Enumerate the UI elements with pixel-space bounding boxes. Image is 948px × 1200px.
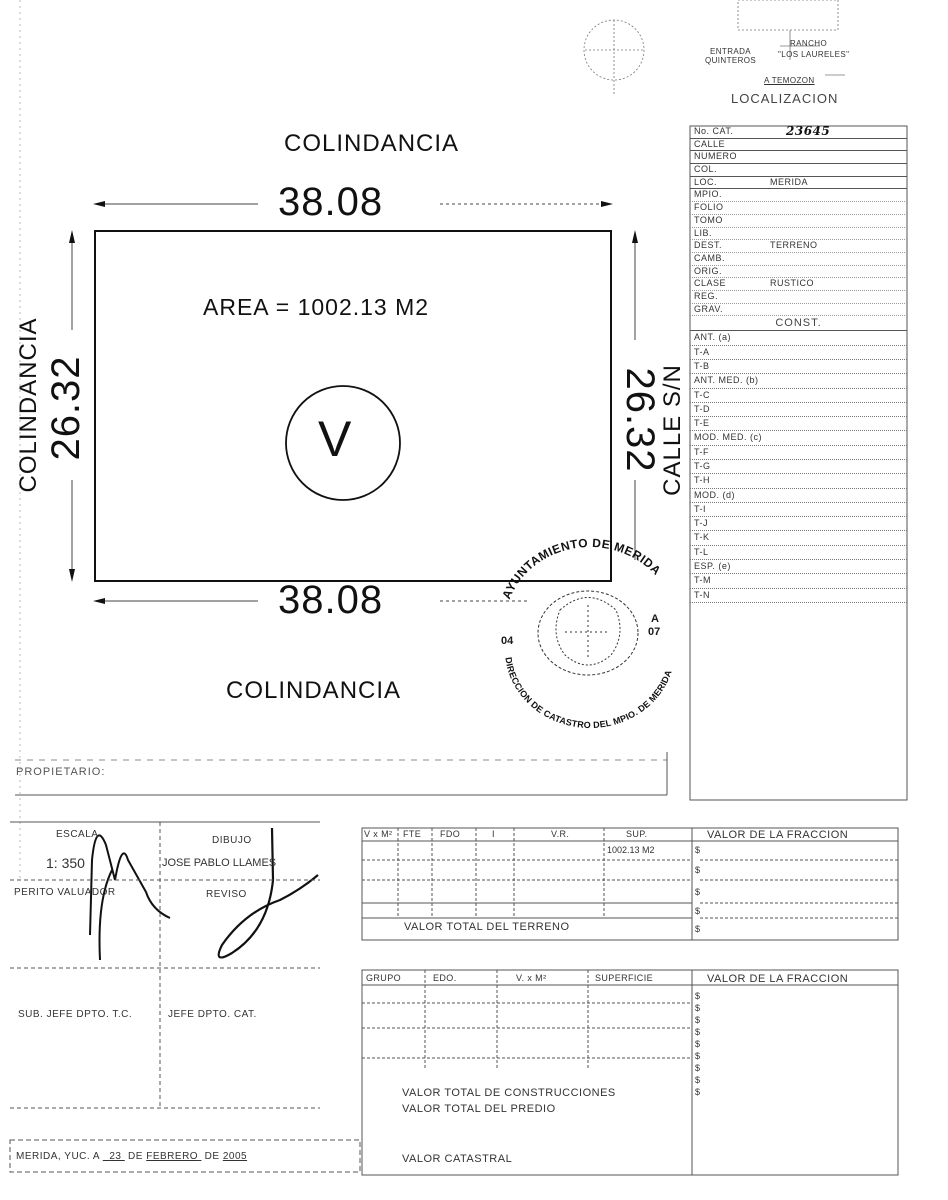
- north-dimension: 38.08: [278, 180, 384, 224]
- stamp-left-number: 04: [501, 635, 514, 647]
- terreno-header-fte: FTE: [403, 829, 422, 839]
- east-boundary-label: CALLE S/N: [659, 364, 686, 496]
- data-sheet-label: MPIO.: [694, 189, 723, 200]
- const-row: T-B: [690, 360, 907, 374]
- jefe-label: JEFE DPTO. CAT.: [168, 1009, 257, 1020]
- data-sheet-row: [690, 240, 907, 253]
- terreno-header-vxm: V x M²: [364, 829, 393, 839]
- const-row: T-F: [690, 446, 907, 460]
- const-row: T-J: [690, 517, 907, 531]
- location-title: LOCALIZACION: [731, 91, 839, 106]
- data-sheet-rows: [690, 126, 907, 603]
- data-sheet-row: [690, 151, 907, 164]
- data-sheet-label: DEST.: [694, 240, 723, 251]
- const-row: T-N: [690, 589, 907, 603]
- fecha-de2: DE: [204, 1151, 220, 1162]
- const-currency: $: [695, 1015, 701, 1025]
- fecha-day: 23: [109, 1151, 122, 1162]
- terreno-currency-4: $: [695, 906, 701, 916]
- stamp-bottom-text: DIRECCION DE CATASTRO DEL MPIO. DE MERIDA: [503, 656, 674, 731]
- data-sheet-row: [690, 266, 907, 279]
- data-sheet-row: [690, 177, 907, 190]
- east-dimension: 26.32: [618, 367, 662, 473]
- map-temozon: A TEMOZON: [764, 76, 815, 85]
- const-currency-column: [695, 990, 705, 1098]
- const-row: MOD. (d): [690, 489, 907, 503]
- subjefe-label: SUB. JEFE DPTO. T.C.: [18, 1009, 133, 1020]
- terreno-header-i: I: [492, 829, 495, 839]
- data-sheet-row: [690, 278, 907, 291]
- stamp-seal: [538, 591, 638, 675]
- const-row: T-M: [690, 574, 907, 588]
- const-row: T-D: [690, 403, 907, 417]
- const-currency: $: [695, 1003, 701, 1013]
- stamp-right-number: 07: [648, 626, 661, 638]
- fecha-line: [16, 1151, 247, 1162]
- data-sheet-value: TERRENO: [770, 240, 818, 251]
- data-sheet-label: GRAV.: [694, 303, 724, 314]
- fecha-de1: DE: [128, 1151, 143, 1162]
- perito-label: PERITO VALUADOR: [14, 887, 116, 898]
- terreno-header-fdo: FDO: [440, 829, 461, 839]
- map-rancho: RANCHO: [790, 39, 828, 48]
- const-header-vxm: V. x M²: [516, 973, 547, 983]
- const-row: ESP. (e): [690, 560, 907, 574]
- data-sheet-label: No. CAT.: [694, 126, 734, 136]
- data-sheet-row: [690, 126, 907, 139]
- escala-label: ESCALA: [56, 829, 99, 840]
- const-row: T-K: [690, 531, 907, 545]
- const-currency: $: [695, 1087, 701, 1097]
- fecha-prefix: MERIDA, YUC. A: [16, 1151, 100, 1162]
- data-sheet-label: LOC.: [694, 176, 718, 187]
- data-sheet-row: [690, 164, 907, 177]
- const-row: T-E: [690, 417, 907, 431]
- terreno-currency-2: $: [695, 865, 701, 875]
- const-currency: $: [695, 1063, 701, 1073]
- data-sheet-label: NUMERO: [694, 151, 737, 162]
- data-sheet-label: FOLIO: [694, 202, 724, 213]
- data-sheet-value: MERIDA: [770, 176, 809, 187]
- data-sheet-label: TOMO: [694, 214, 723, 225]
- const-total-label: VALOR TOTAL DE CONSTRUCCIONES: [402, 1087, 616, 1099]
- south-boundary-label: COLINDANCIA: [226, 677, 402, 704]
- dibujo-value: JOSE PABLO LLAMES: [162, 857, 277, 869]
- north-boundary-label: COLINDANCIA: [284, 130, 460, 157]
- const-currency: $: [695, 991, 701, 1001]
- data-sheet-label: ORIG.: [694, 265, 723, 276]
- terreno-fraction-header: VALOR DE LA FRACCION: [707, 829, 849, 841]
- const-row: T-G: [690, 460, 907, 474]
- data-sheet-label: LIB.: [694, 227, 713, 238]
- data-sheet-row: [690, 215, 907, 228]
- terreno-header-sup: SUP.: [626, 829, 648, 839]
- lot-rectangle: [95, 231, 611, 581]
- map-entrada: ENTRADA: [710, 47, 752, 56]
- const-row: ANT. (a): [690, 331, 907, 345]
- terreno-sup-value: 1002.13 M2: [607, 845, 655, 855]
- reviso-label: REVISO: [206, 889, 247, 900]
- const-header-grupo: GRUPO: [366, 973, 402, 983]
- const-row: MOD. MED. (c): [690, 431, 907, 445]
- south-dimension: 38.08: [278, 578, 384, 622]
- data-sheet-label: CLASE: [694, 278, 727, 289]
- data-sheet-value: 23645: [786, 124, 831, 138]
- data-sheet-row: [690, 139, 907, 152]
- escala-value: 1: 350: [46, 855, 85, 871]
- terreno-header-vr: V.R.: [551, 829, 570, 839]
- terreno-currency-3: $: [695, 887, 701, 897]
- svg-text:DIRECCION DE CATASTRO DEL MPIO: [503, 656, 673, 730]
- predio-total-label: VALOR TOTAL DEL PREDIO: [402, 1103, 556, 1115]
- data-sheet-value: RUSTICO: [770, 278, 814, 289]
- terreno-currency-1: $: [695, 845, 701, 855]
- const-header-edo: EDO.: [433, 973, 457, 983]
- data-sheet: [690, 126, 907, 603]
- catastral-label: VALOR CATASTRAL: [402, 1153, 513, 1165]
- const-row: ANT. MED. (b): [690, 374, 907, 388]
- const-row: T-I: [690, 503, 907, 517]
- west-dimension: 26.32: [44, 355, 88, 461]
- const-currency: $: [695, 1051, 701, 1061]
- const-currency: $: [695, 1039, 701, 1049]
- fecha-month: FEBRERO: [146, 1151, 199, 1162]
- data-sheet-row: [690, 189, 907, 202]
- const-currency: $: [695, 1075, 701, 1085]
- const-row: T-H: [690, 474, 907, 488]
- stamp-right-letter: A: [651, 613, 659, 625]
- area-label: AREA = 1002.13 M2: [203, 294, 430, 320]
- const-row: T-L: [690, 546, 907, 560]
- terreno-total-label: VALOR TOTAL DEL TERRENO: [404, 921, 570, 933]
- data-sheet-row: [690, 304, 907, 317]
- stamp-top-text: AYUNTAMIENTO DE MERIDA: [499, 535, 664, 602]
- data-sheet-label: COL.: [694, 164, 718, 175]
- data-sheet-label: CALLE: [694, 138, 726, 149]
- const-title: CONST.: [690, 316, 907, 331]
- data-sheet-label: REG.: [694, 290, 719, 301]
- west-boundary-label: COLINDANCIA: [15, 317, 42, 493]
- terreno-currency-5: $: [695, 924, 701, 934]
- map-laureles: "LOS LAURELES": [778, 50, 850, 59]
- const-row: T-C: [690, 389, 907, 403]
- const-header-superficie: SUPERFICIE: [595, 973, 654, 983]
- owner-label: PROPIETARIO:: [16, 766, 106, 778]
- data-sheet-row: [690, 228, 907, 241]
- const-fraction-header: VALOR DE LA FRACCION: [707, 973, 849, 985]
- const-currency: $: [695, 1027, 701, 1037]
- sector-letter: V: [318, 411, 352, 467]
- dibujo-label: DIBUJO: [212, 835, 252, 846]
- data-sheet-row: [690, 291, 907, 304]
- map-quinteros: QUINTEROS: [705, 56, 757, 65]
- const-row: T-A: [690, 346, 907, 360]
- data-sheet-label: CAMB.: [694, 252, 726, 263]
- fecha-year: 2005: [222, 1151, 248, 1162]
- data-sheet-row: [690, 253, 907, 266]
- data-sheet-row: [690, 202, 907, 215]
